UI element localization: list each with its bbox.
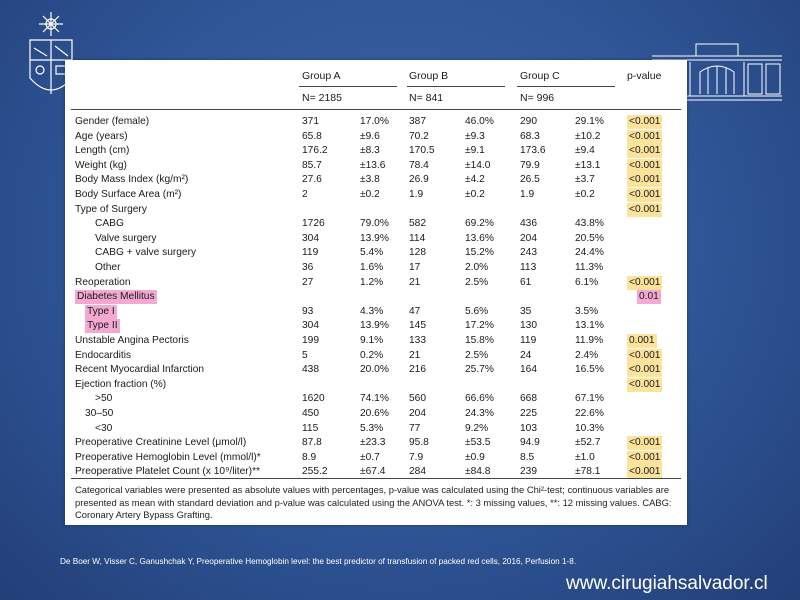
cell-c2: ±52.7 xyxy=(575,437,601,449)
cell-a2: 20.0% xyxy=(360,364,389,376)
table-row xyxy=(65,422,687,436)
cell-a2: ±67.4 xyxy=(360,466,386,478)
cell-a1: 27 xyxy=(302,276,314,288)
cell-c2: ±0.2 xyxy=(575,189,595,200)
cell-b1: 133 xyxy=(409,335,426,346)
cell-c2: 13.1% xyxy=(575,320,604,332)
cell-b2: ±9.3 xyxy=(465,130,485,142)
cell-c2: 2.4% xyxy=(575,349,599,361)
table-row xyxy=(65,305,687,319)
cell-a2: 74.1% xyxy=(360,393,389,405)
cell-b1: 47 xyxy=(409,305,421,317)
cell-b2: 9.2% xyxy=(465,422,489,434)
cell-c2: 22.6% xyxy=(575,408,604,419)
row-label: Type I xyxy=(87,305,115,317)
cell-a2: 1.6% xyxy=(360,262,384,273)
cell-b1: 70.2 xyxy=(409,130,429,142)
table-row xyxy=(65,451,687,465)
cell-c1: 130 xyxy=(520,320,537,332)
cell-b1: 21 xyxy=(409,349,421,361)
table-footnote: Categorical variables were presented as absolute values with percentages, p-value was calculated using the Chi²-test; continuous variables are presented as mean with standard deviation and p-value was calculated using the ANOVA test. *: 3 missing values, **: 12 missing values. CABG: Coronary Artery Bypass Grafting. xyxy=(75,484,672,520)
cell-a2: 13.9% xyxy=(360,320,389,332)
header-n-b: N= 841 xyxy=(409,92,444,104)
row-label: Gender (female) xyxy=(75,116,150,127)
pvalue-cell: <0.001 xyxy=(629,130,661,142)
cell-c1: 119 xyxy=(520,335,537,346)
row-label: Other xyxy=(95,262,121,273)
cell-c1: 436 xyxy=(520,218,537,230)
cell-a2: 9.1% xyxy=(360,335,384,346)
pvalue-cell: <0.001 xyxy=(629,349,661,361)
table-row xyxy=(65,188,687,202)
cell-b1: 560 xyxy=(409,393,426,405)
table-row xyxy=(65,203,687,217)
cell-a1: 1620 xyxy=(302,393,325,405)
cell-c1: 1.9 xyxy=(520,189,535,200)
cell-a1: 371 xyxy=(302,116,319,127)
cell-a2: 0.2% xyxy=(360,349,384,361)
table-panel xyxy=(65,60,687,525)
cell-b1: 95.8 xyxy=(409,437,429,449)
cell-a1: 5 xyxy=(302,349,308,361)
cell-b1: 7.9 xyxy=(409,451,424,463)
row-label: Weight (kg) xyxy=(75,159,127,171)
cell-c2: 16.5% xyxy=(575,364,604,376)
pvalue-cell: <0.001 xyxy=(629,159,661,171)
pvalue-cell: <0.001 xyxy=(629,203,661,215)
cell-b1: 128 xyxy=(409,247,426,259)
cell-a2: ±0.7 xyxy=(360,451,380,463)
cell-a1: 2 xyxy=(302,189,308,200)
cell-b1: 582 xyxy=(409,218,426,230)
table-row xyxy=(65,130,687,144)
cell-c2: ±13.1 xyxy=(575,159,601,171)
cell-a1: 304 xyxy=(302,232,319,244)
cell-c2: 6.1% xyxy=(575,276,599,288)
cell-b1: 77 xyxy=(409,422,421,434)
cell-a1: 27.6 xyxy=(302,174,322,186)
cell-c2: ±10.2 xyxy=(575,130,601,142)
cell-a2: ±3.8 xyxy=(360,174,380,186)
cell-b2: 46.0% xyxy=(465,116,494,127)
row-label: Ejection fraction (%) xyxy=(75,378,167,390)
row-label: Reoperation xyxy=(75,276,131,288)
pvalue-cell: <0.001 xyxy=(629,466,661,478)
cell-b2: ±84.8 xyxy=(465,466,491,478)
cell-c1: 94.9 xyxy=(520,437,540,449)
cell-c2: ±1.0 xyxy=(575,451,595,463)
cell-a1: 87.8 xyxy=(302,437,322,449)
cell-a1: 93 xyxy=(302,305,314,317)
cell-a2: 4.3% xyxy=(360,305,384,317)
cell-b1: 78.4 xyxy=(409,159,429,171)
row-label: Length (cm) xyxy=(75,145,130,157)
cell-a1: 199 xyxy=(302,335,319,346)
cell-b2: 15.8% xyxy=(465,335,494,346)
cell-c1: 79.9 xyxy=(520,159,540,171)
cell-b2: 5.6% xyxy=(465,305,489,317)
row-label: Body Mass Index (kg/m²) xyxy=(75,174,189,186)
cell-c2: 67.1% xyxy=(575,393,604,405)
cell-b1: 1.9 xyxy=(409,189,424,200)
pvalue-cell: <0.001 xyxy=(629,145,661,157)
cell-a2: ±23.3 xyxy=(360,437,386,449)
table-row xyxy=(65,173,687,187)
cell-c2: 24.4% xyxy=(575,247,604,259)
cell-b2: 69.2% xyxy=(465,218,494,230)
cell-a2: ±0.2 xyxy=(360,189,380,200)
header-n-a: N= 2185 xyxy=(302,92,342,104)
cell-c1: 24 xyxy=(520,349,532,361)
table-row xyxy=(65,363,687,377)
cell-b2: ±53.5 xyxy=(465,437,491,449)
cell-c1: 61 xyxy=(520,276,532,288)
row-label: Preoperative Creatinine Level (μmol/l) xyxy=(75,437,247,449)
pvalue-cell: 0.001 xyxy=(629,335,655,346)
cell-b2: ±0.2 xyxy=(465,189,485,200)
cell-c1: 164 xyxy=(520,364,537,376)
table-row xyxy=(65,319,687,333)
cell-a1: 36 xyxy=(302,262,314,273)
cell-a1: 8.9 xyxy=(302,451,317,463)
cell-b1: 170.5 xyxy=(409,145,435,157)
cell-c1: 173.6 xyxy=(520,145,546,157)
website-url: www.cirugiahsalvador.cl xyxy=(566,573,768,594)
cell-c1: 204 xyxy=(520,232,537,244)
cell-b1: 216 xyxy=(409,364,426,376)
table-row xyxy=(65,436,687,450)
cell-b2: ±9.1 xyxy=(465,145,485,157)
table-row xyxy=(65,261,687,275)
cell-a2: 5.4% xyxy=(360,247,384,259)
table-row xyxy=(65,246,687,260)
pvalue-cell: <0.001 xyxy=(629,437,661,449)
table-row xyxy=(65,392,687,406)
cell-a2: 13.9% xyxy=(360,232,389,244)
pvalue-cell: <0.001 xyxy=(629,116,661,127)
cell-c2: 11.3% xyxy=(575,262,604,273)
cell-a2: 5.3% xyxy=(360,422,384,434)
row-label: >50 xyxy=(95,393,113,405)
row-label: Age (years) xyxy=(75,130,128,142)
row-label: <30 xyxy=(95,422,113,434)
row-label: Body Surface Area (m²) xyxy=(75,189,182,200)
cell-a2: ±8.3 xyxy=(360,145,380,157)
header-rule xyxy=(71,109,681,110)
cell-b2: ±0.9 xyxy=(465,451,485,463)
row-label: Valve surgery xyxy=(95,232,157,244)
group-a-rule xyxy=(299,86,397,87)
cell-a2: ±13.6 xyxy=(360,159,386,171)
pvalue-cell: <0.001 xyxy=(629,276,661,288)
cell-a2: 17.0% xyxy=(360,116,389,127)
cell-b1: 284 xyxy=(409,466,426,478)
cell-b2: ±4.2 xyxy=(465,174,485,186)
cell-b1: 21 xyxy=(409,276,421,288)
cell-b2: 13.6% xyxy=(465,232,494,244)
cell-b2: ±14.0 xyxy=(465,159,491,171)
table-row xyxy=(65,115,687,129)
cell-c1: 35 xyxy=(520,305,532,317)
header-group-a: Group A xyxy=(302,70,341,82)
cell-c2: 43.8% xyxy=(575,218,604,230)
table-row xyxy=(65,407,687,421)
table-row xyxy=(65,334,687,348)
group-b-rule xyxy=(407,86,505,87)
row-label: 30–50 xyxy=(85,408,114,419)
row-label: Preoperative Platelet Count (x 10⁹/liter)** xyxy=(75,466,260,478)
cell-b1: 17 xyxy=(409,262,421,273)
cell-a2: ±9.6 xyxy=(360,130,380,142)
row-label: CABG + valve surgery xyxy=(95,247,197,259)
cell-c1: 243 xyxy=(520,247,537,259)
footer-rule xyxy=(71,478,681,479)
row-label: Type II xyxy=(87,320,118,332)
cell-a1: 1726 xyxy=(302,218,325,230)
cell-a1: 85.7 xyxy=(302,159,322,171)
cell-a1: 255.2 xyxy=(302,466,328,478)
cell-c1: 225 xyxy=(520,408,537,419)
pvalue-cell: <0.001 xyxy=(629,189,661,200)
table-row xyxy=(65,144,687,158)
row-label: Preoperative Hemoglobin Level (mmol/l)* xyxy=(75,451,261,463)
cell-c1: 113 xyxy=(520,262,537,273)
cell-a1: 119 xyxy=(302,247,319,259)
header-n-c: N= 996 xyxy=(520,92,555,104)
cell-a1: 176.2 xyxy=(302,145,328,157)
cell-a1: 438 xyxy=(302,364,319,376)
cell-b1: 114 xyxy=(409,232,426,244)
cell-b2: 2.0% xyxy=(465,262,489,273)
header-group-c: Group C xyxy=(520,70,560,82)
cell-b2: 24.3% xyxy=(465,408,494,419)
cell-a2: 1.2% xyxy=(360,276,384,288)
cell-c1: 26.5 xyxy=(520,174,540,186)
pvalue-cell: <0.001 xyxy=(629,378,661,390)
row-label: Unstable Angina Pectoris xyxy=(75,335,189,346)
cell-c2: 11.9% xyxy=(575,335,604,346)
header-pvalue: p-value xyxy=(627,70,662,82)
cell-c2: 20.5% xyxy=(575,232,604,244)
cell-c2: ±3.7 xyxy=(575,174,595,186)
row-label: Recent Myocardial Infarction xyxy=(75,364,205,376)
cell-a1: 115 xyxy=(302,422,319,434)
cell-b1: 26.9 xyxy=(409,174,429,186)
row-label: Type of Surgery xyxy=(75,203,147,215)
header-group-b: Group B xyxy=(409,70,449,82)
cell-c1: 239 xyxy=(520,466,537,478)
cell-c2: ±78.1 xyxy=(575,466,601,478)
cell-a2: 79.0% xyxy=(360,218,389,230)
table-row xyxy=(65,232,687,246)
cell-b2: 2.5% xyxy=(465,276,489,288)
cell-b1: 204 xyxy=(409,408,426,419)
row-label: CABG xyxy=(95,218,124,230)
cell-b2: 25.7% xyxy=(465,364,494,376)
cell-c1: 290 xyxy=(520,116,537,127)
cell-c2: 29.1% xyxy=(575,116,604,127)
cell-c2: 10.3% xyxy=(575,422,604,434)
pvalue-cell: <0.001 xyxy=(629,364,661,376)
cell-c1: 668 xyxy=(520,393,537,405)
table-row xyxy=(65,378,687,392)
row-label: Diabetes Mellitus xyxy=(77,291,155,303)
cell-b1: 145 xyxy=(409,320,426,332)
cell-a1: 450 xyxy=(302,408,319,419)
cell-c1: 68.3 xyxy=(520,130,540,142)
cell-b1: 387 xyxy=(409,116,426,127)
cell-c2: 3.5% xyxy=(575,305,599,317)
cell-b2: 2.5% xyxy=(465,349,489,361)
cell-a1: 65.8 xyxy=(302,130,322,142)
cell-c2: ±9.4 xyxy=(575,145,595,157)
pvalue-cell: 0.01 xyxy=(639,291,659,303)
table-row xyxy=(65,349,687,363)
table-row xyxy=(65,159,687,173)
pvalue-cell: <0.001 xyxy=(629,451,661,463)
table-row xyxy=(65,276,687,290)
row-label: Endocarditis xyxy=(75,349,132,361)
cell-c1: 8.5 xyxy=(520,451,535,463)
cell-b2: 66.6% xyxy=(465,393,494,405)
cell-b2: 15.2% xyxy=(465,247,494,259)
cell-b2: 17.2% xyxy=(465,320,494,332)
table-row xyxy=(65,290,687,304)
cell-c1: 103 xyxy=(520,422,537,434)
pvalue-cell: <0.001 xyxy=(629,174,661,186)
cell-a2: 20.6% xyxy=(360,408,389,419)
citation: De Boer W, Visser C, Ganushchak Y, Preoperative Hemoglobin level: the best predictor of transfusion of packed red cells, 2016, Perfusion 1-8. xyxy=(60,557,577,566)
table-row xyxy=(65,217,687,231)
group-c-rule xyxy=(517,86,615,87)
cell-a1: 304 xyxy=(302,320,319,332)
